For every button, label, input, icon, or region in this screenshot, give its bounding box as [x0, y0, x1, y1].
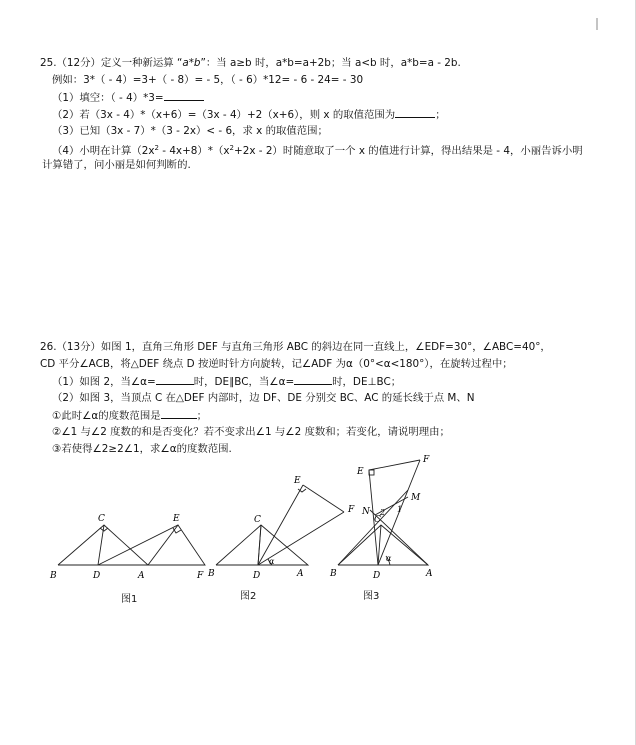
- q25-line-1: 25.（12分）定义一种新运算 “a*b”：当 a≥b 时，a*b=a+2b；当 a<b 时，a*b=a - 2b.: [40, 57, 461, 69]
- q25-line-3: （1）填空：（ - 4）*3=: [52, 90, 204, 106]
- point-label-c: C: [374, 515, 381, 525]
- triangle-def-fig1: [98, 525, 205, 565]
- answer-blank[interactable]: [294, 374, 332, 385]
- figure-2: [216, 485, 344, 565]
- point-label-c: C: [98, 514, 105, 524]
- point-label-e: E: [294, 476, 301, 486]
- segment-dc-fig1: [98, 525, 104, 565]
- answer-blank[interactable]: [395, 107, 435, 118]
- point-label-e: E: [357, 467, 364, 477]
- angle-label-alpha: α: [269, 557, 275, 566]
- answer-blank[interactable]: [161, 408, 197, 419]
- point-label-a: A: [426, 569, 433, 579]
- point-label-b: B: [330, 569, 337, 579]
- q26-line-6: ②∠1 与∠2 度数的和是否变化？若不变求出∠1 与∠2 度数和；若变化，请说明理由；: [52, 426, 450, 438]
- figure-1: [58, 525, 205, 565]
- q26-line-2: CD 平分∠ACB，将△DEF 绕点 D 按逆时针方向旋转，记∠ADF 为α（0°<α<180°），在旋转过程中；: [40, 358, 513, 370]
- segment-de-fig2: [258, 485, 303, 565]
- segment-ef-fig2: [303, 485, 344, 512]
- q25-line-4: （2）若（3x - 4）*（x+6）=（3x - 4）+2（x+6），则 x 的取值范围为 ；: [52, 109, 446, 121]
- figure-3-caption: 图3: [363, 591, 380, 602]
- answer-blank[interactable]: [164, 90, 204, 101]
- q26-line-5: ①此时∠α的度数范围是 ；: [52, 410, 207, 422]
- q25-line-5: （3）已知（3x - 7）*（3 - 2x）< - 6，求 x 的取值范围；: [52, 125, 328, 137]
- figure-2-caption: 图2: [240, 591, 257, 602]
- answer-blank[interactable]: [156, 374, 194, 385]
- point-label-b: B: [208, 569, 215, 579]
- point-label-f: F: [197, 571, 204, 581]
- q26-line-1: 26.（13分）如图 1，直角三角形 DEF 与直角三角形 ABC 的斜边在同一直线上，∠EDF=30°，∠ABC=40°，: [40, 341, 551, 353]
- point-label-b: B: [50, 571, 57, 581]
- point-label-a: A: [297, 569, 304, 579]
- point-label-m: M: [411, 493, 421, 503]
- figure-1-caption: 图1: [121, 594, 138, 605]
- segment-bc-extended: [338, 490, 408, 565]
- angle-label-2: 2: [380, 508, 386, 517]
- point-label-d: D: [373, 571, 381, 581]
- q26-line-4: （2）如图 3，当顶点 C 在△DEF 内部时，边 DF、DE 分别交 BC、AC 的延长线于点 M、N: [52, 392, 475, 404]
- right-angle-mark: [100, 528, 108, 531]
- angle-label-alpha: α: [386, 554, 392, 563]
- point-label-c: C: [254, 515, 261, 525]
- point-label-e: E: [173, 514, 180, 524]
- point-label-f: F: [423, 455, 430, 465]
- triangle-abc-fig2: [216, 525, 308, 565]
- right-angle-mark: [173, 528, 181, 533]
- point-label-a: A: [138, 571, 145, 581]
- segment-ea-fig1: [148, 525, 178, 565]
- corner-mark-top-right: [596, 18, 608, 30]
- segment-cd-perp-fig2: [258, 525, 261, 565]
- point-label-f: F: [348, 505, 355, 515]
- q26-line-3: （1）如图 2，当∠α= 时，DE∥BC，当∠α= 时，DE⊥BC；: [52, 376, 402, 388]
- point-label-d: D: [253, 571, 261, 581]
- point-label-n: N: [362, 507, 370, 517]
- q25-line-2: 例如：3*（ - 4）=3+（ - 8）= - 5，（ - 6）*12= - 6 - 24= - 30: [52, 74, 364, 86]
- triangle-abc-fig3: [338, 525, 428, 565]
- q25-line-6: （4）小明在计算$(2x^2 - 4x+8)*(x^2+2x - 2)$时随意取了一个 x 的值进行计算，得出结果是 - 4，小丽告诉小明: [52, 144, 583, 157]
- corner-mark-top-left: [22, 18, 34, 30]
- angle-label-1: 1: [397, 505, 403, 514]
- q25-line-7: 计算错了，问小丽是如何判断的.: [42, 159, 191, 171]
- point-label-d: D: [93, 571, 101, 581]
- geometry-figures: [0, 445, 636, 615]
- segment-ef-fig3: [369, 460, 420, 470]
- q26-line-7: ③若使得∠2≥2∠1，求∠α的度数范围.: [52, 443, 232, 455]
